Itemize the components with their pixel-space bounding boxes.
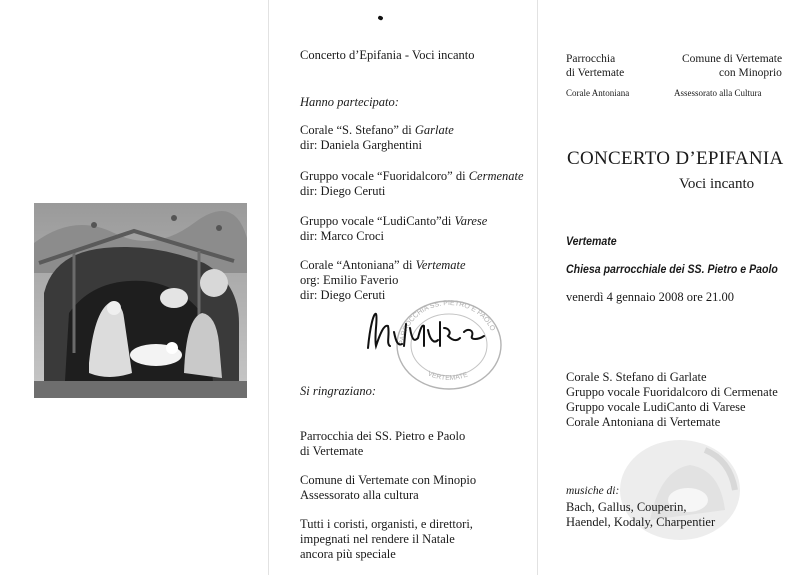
comune-header-small: Assessorato alla Cultura (674, 88, 762, 98)
nativity-image (34, 203, 247, 398)
thanks-1-line1: Parrocchia dei SS. Pietro e Paolo (300, 429, 466, 443)
thanks-2-line2: Assessorato alla cultura (300, 488, 419, 502)
group-3-place: Varese (454, 214, 488, 228)
event-date: venerdì 4 gennaio 2008 ore 21.00 (566, 290, 735, 304)
group-2-director: dir: Diego Ceruti (300, 184, 386, 198)
group-1-director: dir: Daniela Garghentini (300, 138, 422, 152)
event-place: Vertemate (566, 234, 617, 248)
group-2-place: Cermenate (468, 169, 524, 183)
group-3-director: dir: Marco Croci (300, 229, 385, 243)
choir-4: Corale Antoniana di Vertemate (566, 415, 721, 429)
group-4-prefix: Corale “Antoniana” di (300, 258, 416, 272)
thanks-3-line3: ancora più speciale (300, 547, 396, 561)
parish-header-line2: di Vertemate (566, 67, 625, 79)
signature (360, 306, 500, 356)
group-2-name (300, 169, 524, 184)
group-4-organist: org: Emilio Faverio (300, 273, 399, 287)
group-1-place: Garlate (414, 123, 454, 137)
thanks-3-line2: impegnati nel rendere il Natale (300, 532, 455, 546)
comune-header-line1: Comune di Vertemate (682, 53, 783, 65)
thanks-2-line1: Comune di Vertemate con Minopio (300, 473, 477, 487)
stamp-text-bottom: VERTEMATE (426, 370, 469, 383)
svg-text:VERTEMATE (426, 370, 469, 382)
group-3-name (300, 214, 487, 229)
participants-label: Hanno partecipato: (300, 95, 399, 109)
concert-subtitle: Voci incanto (679, 176, 755, 192)
music-label: musiche di: (566, 485, 620, 497)
faded-nativity-watermark (610, 430, 750, 550)
event-church: Chiesa parrocchiale dei SS. Pietro e Paolo (566, 262, 778, 276)
group-1-name (300, 123, 454, 138)
concert-heading: Concerto d’Epifania - Voci incanto (300, 48, 475, 62)
thanks-label: Si ringraziano: (300, 384, 377, 398)
stamp-text-top: PARROCCHIA SS. PIETRO E PAOLO (398, 299, 496, 346)
group-4-place: Vertemate (415, 258, 466, 272)
choir-2: Gruppo vocale Fuoridalcoro di Cermenate (566, 385, 778, 399)
thanks-1-line2: di Vertemate (300, 444, 364, 458)
ink-speck (377, 15, 383, 21)
group-3-prefix: Gruppo vocale “LudiCanto”di (300, 214, 455, 228)
choir-1: Corale S. Stefano di Garlate (566, 370, 707, 384)
parish-header-small: Corale Antoniana (566, 88, 630, 98)
fold-line-left (268, 0, 269, 575)
group-1-prefix: Corale “S. Stefano” di (300, 123, 415, 137)
thanks-3-line1: Tutti i coristi, organisti, e direttori, (300, 517, 473, 531)
fold-line-right (537, 0, 538, 575)
choir-3: Gruppo vocale LudiCanto di Varese (566, 400, 746, 414)
composers-line1: Bach, Gallus, Couperin, (566, 500, 687, 514)
group-2-prefix: Gruppo vocale “Fuoridalcoro” di (300, 169, 469, 183)
parish-header-line1: Parrocchia (566, 53, 616, 65)
concert-title: CONCERTO D’EPIFANIA (567, 148, 784, 169)
composers-line2: Haendel, Kodaly, Charpentier (566, 515, 716, 529)
group-4-name (300, 258, 466, 273)
comune-header-line2: con Minoprio (719, 67, 782, 79)
group-4-director: dir: Diego Ceruti (300, 288, 386, 302)
